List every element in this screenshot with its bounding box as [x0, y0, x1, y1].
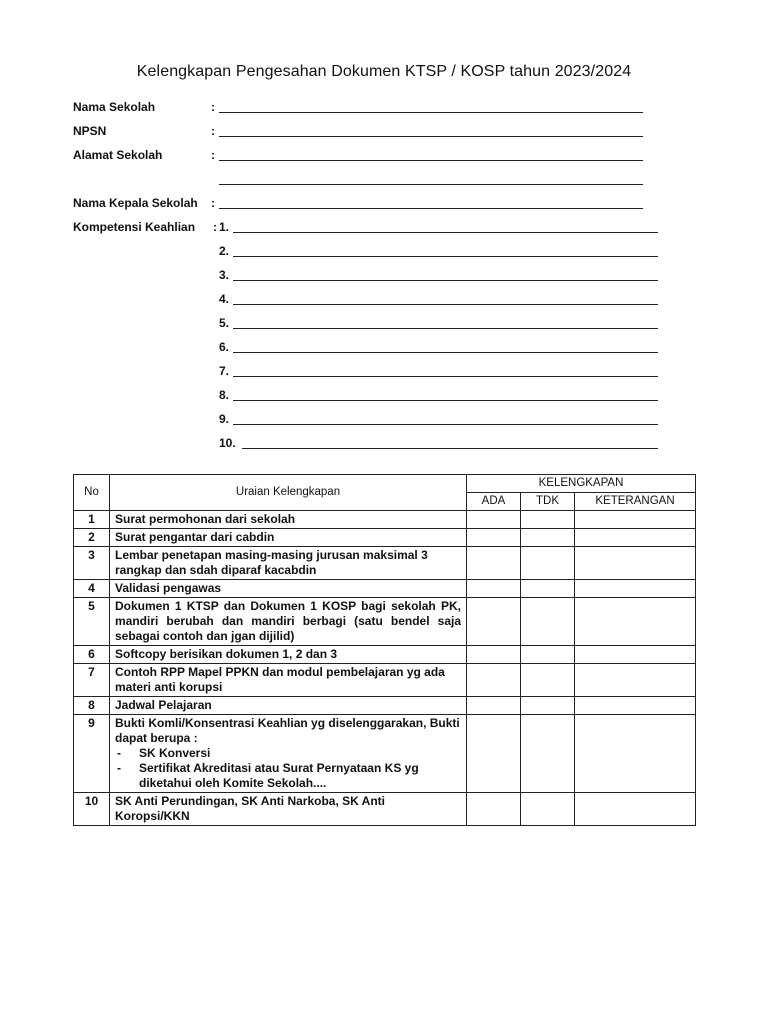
table-row [74, 664, 696, 697]
line-number: 2. [219, 244, 230, 258]
row-description: Jadwal Pelajaran [110, 697, 467, 715]
row-number: 2 [74, 529, 110, 547]
field-label: NPSN [73, 124, 107, 138]
field-colon: : [213, 220, 217, 234]
line-number: 9. [219, 412, 230, 426]
row-description: Validasi pengawas [110, 580, 467, 598]
cell-keterangan[interactable] [575, 697, 696, 715]
header-no: No [74, 475, 110, 511]
cell-keterangan[interactable] [575, 664, 696, 697]
bullet-text: SK Konversi [139, 746, 211, 760]
header-kelengkapan: KELENGKAPAN [467, 475, 696, 493]
bullet-item [115, 746, 461, 761]
cell-ada[interactable] [467, 697, 521, 715]
line-number: 10. [219, 436, 236, 450]
line-number: 1. [219, 220, 230, 234]
line-number: 3. [219, 268, 230, 282]
cell-ada[interactable] [467, 598, 521, 646]
cell-ada[interactable] [467, 547, 521, 580]
row-number: 9 [74, 715, 110, 793]
cell-tdk[interactable] [521, 529, 575, 547]
table-row [74, 793, 696, 826]
cell-ada[interactable] [467, 646, 521, 664]
cell-ada[interactable] [467, 580, 521, 598]
fill-line[interactable] [233, 376, 658, 377]
field-label: Nama Sekolah [73, 100, 156, 114]
cell-ada[interactable] [467, 511, 521, 529]
fill-line[interactable] [219, 136, 643, 137]
field-colon: : [211, 196, 215, 210]
table-row [74, 529, 696, 547]
row-number: 3 [74, 547, 110, 580]
cell-keterangan[interactable] [575, 793, 696, 826]
row-description: Softcopy berisikan dokumen 1, 2 dan 3 [110, 646, 467, 664]
line-number: 5. [219, 316, 230, 330]
table-row [74, 547, 696, 580]
table-row [74, 511, 696, 529]
cell-keterangan[interactable] [575, 646, 696, 664]
cell-tdk[interactable] [521, 697, 575, 715]
row-number: 1 [74, 511, 110, 529]
row-description: Surat pengantar dari cabdin [110, 529, 467, 547]
table-row [74, 715, 696, 793]
cell-keterangan[interactable] [575, 715, 696, 793]
cell-tdk[interactable] [521, 580, 575, 598]
table-row [74, 580, 696, 598]
bullet-text: Sertifikat Akreditasi atau Surat Pernyataan KS yg diketahui oleh Komite Sekolah.... [139, 761, 419, 790]
fill-line[interactable] [233, 280, 658, 281]
cell-keterangan[interactable] [575, 547, 696, 580]
fill-line[interactable] [233, 304, 658, 305]
row-description: Surat permohonan dari sekolah [110, 511, 467, 529]
fill-line[interactable] [219, 208, 643, 209]
header-uraian: Uraian Kelengkapan [110, 475, 467, 511]
cell-tdk[interactable] [521, 646, 575, 664]
kelengkapan-table [73, 474, 696, 826]
field-label: Kompetensi Keahlian [73, 220, 196, 234]
field-colon: : [211, 100, 215, 114]
cell-keterangan[interactable] [575, 580, 696, 598]
cell-keterangan[interactable] [575, 598, 696, 646]
field-colon: : [211, 124, 215, 138]
field-colon: : [211, 148, 215, 162]
cell-tdk[interactable] [521, 715, 575, 793]
fill-line[interactable] [233, 256, 658, 257]
table-row [74, 697, 696, 715]
row-number: 8 [74, 697, 110, 715]
line-number: 4. [219, 292, 230, 306]
row-number: 6 [74, 646, 110, 664]
field-label: Nama Kepala Sekolah [73, 196, 198, 210]
cell-tdk[interactable] [521, 547, 575, 580]
line-number: 7. [219, 364, 230, 378]
cell-ada[interactable] [467, 529, 521, 547]
cell-ada[interactable] [467, 715, 521, 793]
field-label: Alamat Sekolah [73, 148, 163, 162]
bullet-dash: - [117, 746, 121, 760]
cell-tdk[interactable] [521, 598, 575, 646]
fill-line[interactable] [219, 112, 643, 113]
fill-line[interactable] [233, 400, 658, 401]
cell-keterangan[interactable] [575, 511, 696, 529]
fill-line[interactable] [233, 352, 658, 353]
cell-tdk[interactable] [521, 511, 575, 529]
fill-line[interactable] [233, 232, 658, 233]
document-title: Kelengkapan Pengesahan Dokumen KTSP / KOSP tahun 2023/2024 [136, 63, 632, 80]
line-number: 8. [219, 388, 230, 402]
cell-tdk[interactable] [521, 664, 575, 697]
fill-line[interactable] [219, 184, 643, 185]
cell-ada[interactable] [467, 664, 521, 697]
row-number: 10 [74, 793, 110, 826]
line-number: 6. [219, 340, 230, 354]
header-tdk: TDK [521, 493, 575, 511]
bullet-item [115, 761, 461, 791]
row-description: Dokumen 1 KTSP dan Dokumen 1 KOSP bagi sekolah PK, mandiri berubah dan mandiri berbagi (satu bendel saja sebagai contoh dan jgan dijilid) [110, 598, 467, 646]
table-row [74, 646, 696, 664]
header-keterangan: KETERANGAN [575, 493, 696, 511]
fill-line[interactable] [233, 328, 658, 329]
row-description: Contoh RPP Mapel PPKN dan modul pembelajaran yg ada materi anti korupsi [110, 664, 467, 697]
fill-line[interactable] [219, 160, 643, 161]
bullet-dash: - [117, 761, 121, 775]
fill-line[interactable] [242, 448, 658, 449]
row-number: 4 [74, 580, 110, 598]
table-header-row [74, 475, 696, 493]
row-description: Lembar penetapan masing-masing jurusan maksimal 3 rangkap dan sdah diparaf kacabdin [110, 547, 467, 580]
row-number: 7 [74, 664, 110, 697]
header-ada: ADA [467, 493, 521, 511]
fill-line[interactable] [233, 424, 658, 425]
table-row [74, 598, 696, 646]
row-description [110, 715, 467, 793]
row-description: SK Anti Perundingan, SK Anti Narkoba, SK Anti Koropsi/KKN [110, 793, 467, 826]
row-number: 5 [74, 598, 110, 646]
row-description-text: Bukti Komli/Konsentrasi Keahlian yg diselenggarakan, Bukti dapat berupa : [115, 716, 460, 745]
cell-keterangan[interactable] [575, 529, 696, 547]
cell-ada[interactable] [467, 793, 521, 826]
cell-tdk[interactable] [521, 793, 575, 826]
